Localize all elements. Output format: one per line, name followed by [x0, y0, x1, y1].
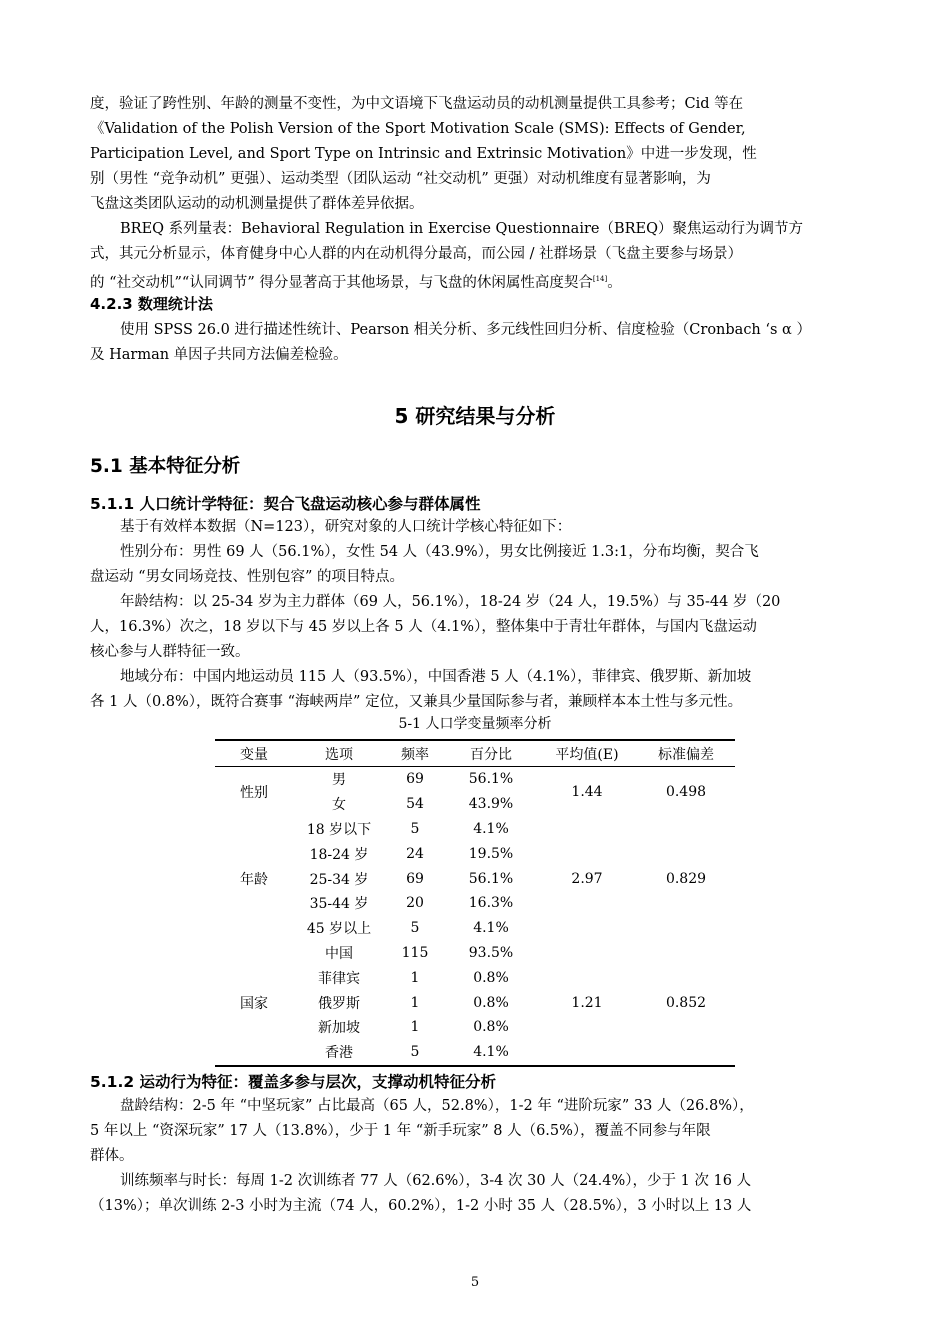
option-cell: 俄罗斯	[318, 995, 360, 1012]
option-cell: 香港	[293, 1040, 385, 1066]
percent-cell: 0.8%	[473, 969, 509, 986]
option-cell: 18 岁以下	[306, 821, 372, 838]
behavior-line-4: 训练频率与时长：每周 1-2 次训练者 77 人（62.6%），3-4 次 30 人（24.4%），少于 1 次 16 人	[120, 1173, 752, 1189]
option-cell: 中国	[325, 945, 353, 962]
option-cell: 18-24 岁	[309, 846, 369, 863]
percent-cell: 0.8%	[473, 1019, 509, 1036]
chapter-title: 5 研究结果与分析	[394, 404, 556, 428]
sd-cell: 0.852	[637, 941, 735, 1066]
citation-ref: [14]	[592, 275, 608, 283]
breq-line-1: BREQ 系列量表：Behavioral Regulation in Exercise Questionnaire（BREQ）聚焦运动行为调节方	[120, 221, 804, 237]
stats-method-line-1: 使用 SPSS 26.0 进行描述性统计、Pearson 相关分析、多元线性回归分析、信度检验（Cronbach ‘s α ）	[120, 322, 811, 338]
breq-line-2: 式，其元分析显示，体育健身中心人群的内在动机得分最高，而公园 / 社群场景（飞盘主要参与场景）	[90, 246, 743, 262]
percent-cell: 43.9%	[468, 796, 514, 813]
intro-line-5: 飞盘这类团队运动的动机测量提供了群体差异依据。	[90, 196, 424, 212]
option-cell: 新加坡	[318, 1020, 360, 1037]
option-cell: 菲律宾	[318, 970, 360, 987]
frequency-cell: 1	[410, 994, 420, 1011]
sd-cell: 0.498	[665, 783, 707, 800]
frequency-cell: 69	[406, 771, 424, 788]
sd-cell: 0.829	[665, 870, 707, 887]
option-cell: 45 岁以上	[306, 921, 372, 938]
behavior-line-2: 5 年以上 “资深玩家” 17 人（13.8%），少于 1 年 “新手玩家” 8 人（6.5%），覆盖不同参与年限	[90, 1123, 711, 1139]
frequency-cell: 5	[410, 920, 420, 937]
page-number: 5	[470, 1275, 480, 1290]
intro-line-1: 度，验证了跨性别、年龄的测量不变性，为中文语境下飞盘运动员的动机测量提供工具参考；Cid 等在	[90, 96, 744, 112]
demo-line-4: 年龄结构：以 25-34 岁为主力群体（69 人，56.1%），18-24 岁（24 人，19.5%）与 35-44 岁（20	[120, 594, 781, 610]
demo-line-6: 核心参与人群特征一致。	[90, 644, 250, 660]
frequency-cell: 24	[406, 845, 424, 862]
table-caption: 5-1 人口学变量频率分析	[398, 716, 552, 732]
mean-cell: 1.21	[537, 941, 637, 1066]
header-mean: 平均值(E)	[537, 740, 637, 767]
section-5-1-title: 5.1 基本特征分析	[90, 456, 241, 477]
table-row	[215, 817, 735, 842]
demo-line-8: 各 1 人（0.8%），既符合赛事 “海峡两岸” 定位，又兼具少量国际参与者，兼顾样本本土性与多元性。	[90, 694, 743, 710]
frequency-cell: 1	[410, 969, 420, 986]
demo-line-2: 性别分布：男性 69 人（56.1%），女性 54 人（43.9%），男女比例接近 1.3:1，分布均衡，契合飞	[120, 544, 759, 560]
option-cell: 男	[332, 772, 346, 789]
percent-cell: 4.1%	[473, 920, 509, 937]
breq-line-3-text: 的 “社交动机”“认同调节” 得分显著高于其他场景，与飞盘的休闲属性高度契合	[90, 274, 593, 291]
section-5-1-2-title: 5.1.2 运动行为特征：覆盖多参与层次，支撑动机特征分析	[90, 1073, 497, 1091]
header-frequency: 频率	[385, 740, 445, 767]
mean-cell: 1.44	[571, 783, 603, 800]
breq-line-3-end: 。	[607, 274, 622, 291]
percent-cell: 4.1%	[473, 820, 509, 837]
percent-cell: 56.1%	[468, 870, 514, 887]
breq-line-3	[90, 267, 860, 296]
percent-cell: 93.5%	[468, 944, 514, 961]
table-header-row	[215, 740, 735, 767]
header-option: 选项	[293, 740, 385, 767]
behavior-line-1: 盘龄结构：2-5 年 “中坚玩家” 占比最高（65 人，52.8%），1-2 年 “进阶玩家” 33 人（26.8%），	[120, 1098, 754, 1114]
variable-cell: 年龄	[240, 871, 268, 888]
mean-cell: 2.97	[571, 870, 603, 887]
demo-line-3: 盘运动 “男女同场竞技、性别包容” 的项目特点。	[90, 569, 405, 585]
demo-line-5: 人，16.3%）次之，18 岁以下与 45 岁以上各 5 人（4.1%），整体集中于青壮年群体，与国内飞盘运动	[90, 619, 757, 635]
percent-cell: 16.3%	[468, 895, 514, 912]
behavior-line-3: 群体。	[90, 1148, 134, 1164]
intro-line-2: 《Validation of the Polish Version of the Sport Motivation Scale (SMS): Effects of Gender,	[90, 121, 746, 137]
header-sd: 标准偏差	[637, 740, 735, 767]
frequency-cell: 20	[406, 895, 424, 912]
demographics-table	[215, 739, 735, 1067]
intro-line-4: 别（男性 “竞争动机” 更强）、运动类型（团队运动 “社交动机” 更强）对动机维度有显著影响，为	[90, 171, 711, 187]
header-variable: 变量	[215, 740, 293, 767]
demo-line-1: 基于有效样本数据（N=123），研究对象的人口统计学核心特征如下：	[120, 519, 572, 535]
percent-cell: 56.1%	[468, 771, 514, 788]
stats-method-line-2: 及 Harman 单因子共同方法偏差检验。	[90, 347, 348, 363]
frequency-cell: 54	[406, 796, 424, 813]
heading-4-2-3: 4.2.3 数理统计法	[90, 295, 213, 313]
intro-line-3: Participation Level, and Sport Type on Intrinsic and Extrinsic Motivation》中进一步发现，性	[90, 146, 757, 162]
percent-cell: 4.1%	[445, 1040, 537, 1066]
frequency-cell: 5	[410, 820, 420, 837]
variable-cell: 性别	[240, 784, 268, 801]
option-cell: 女	[332, 797, 346, 814]
frequency-cell: 115	[401, 944, 429, 961]
frequency-cell: 1	[410, 1019, 420, 1036]
option-cell: 25-34 岁	[309, 871, 369, 888]
option-cell: 35-44 岁	[309, 896, 369, 913]
table-row	[215, 941, 735, 966]
behavior-line-5: （13%）；单次训练 2-3 小时为主流（74 人，60.2%），1-2 小时 35 人（28.5%），3 小时以上 13 人	[90, 1198, 752, 1214]
percent-cell: 0.8%	[473, 994, 509, 1011]
section-5-1-1-title: 5.1.1 人口统计学特征：契合飞盘运动核心参与群体属性	[90, 495, 481, 513]
demo-line-7: 地域分布：中国内地运动员 115 人（93.5%），中国香港 5 人（4.1%），菲律宾、俄罗斯、新加坡	[120, 669, 752, 685]
header-percent: 百分比	[445, 740, 537, 767]
frequency-cell: 5	[385, 1040, 445, 1066]
frequency-cell: 69	[406, 870, 424, 887]
percent-cell: 19.5%	[468, 845, 514, 862]
table-row	[215, 767, 735, 792]
variable-cell: 国家	[215, 941, 293, 1066]
